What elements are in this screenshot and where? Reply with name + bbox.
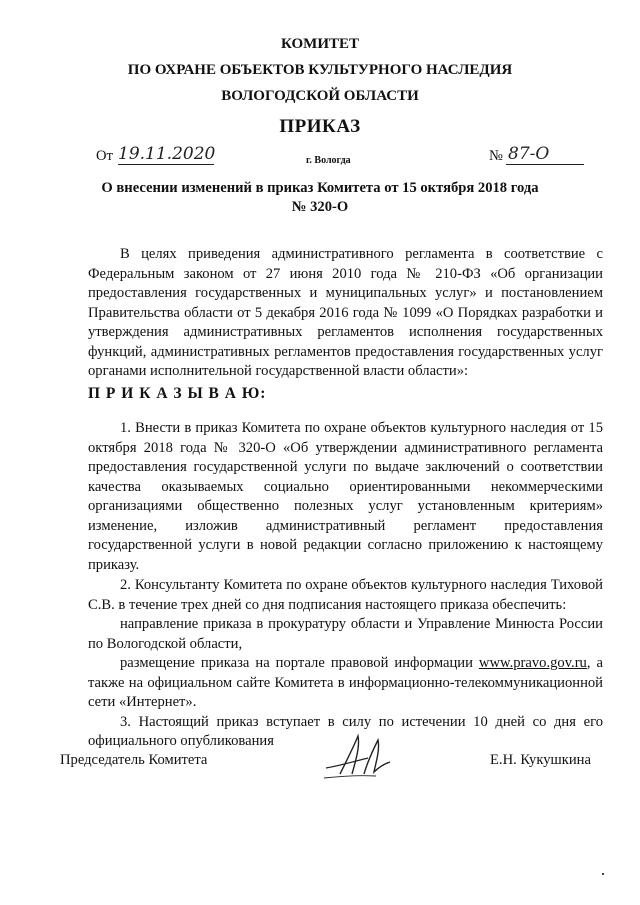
date-label: От (96, 148, 113, 164)
scan-dot (602, 873, 604, 875)
order-word: П Р И К А З Ы В А Ю: (88, 385, 267, 402)
number-label: № (489, 148, 503, 164)
pravo-link[interactable]: www.pravo.gov.ru (478, 655, 587, 671)
item-2: 2. Консультанту Комитета по охране объектов культурного наследия Тиховой С.В. в течение трех дней со дня подписания настоящего приказа обеспечить: (88, 577, 603, 613)
signature-scribble (318, 728, 398, 783)
document-type: ПРИКАЗ (279, 116, 361, 137)
date-underline (118, 164, 214, 165)
item-2b-text: размещение приказа на портале правовой информации (120, 655, 473, 671)
subject-line-1: О внесении изменений в приказ Комитета от 15 октября 2018 года (101, 180, 539, 196)
handwritten-date: 19.11.2020 (118, 144, 216, 164)
handwritten-number: 87-О (508, 144, 550, 164)
item-1: 1. Внести в приказ Комитета по охране объектов культурного наследия от 15 октября 2018 года № 320-О «Об утверждении административного регламента предоставления государственной услуги по выдаче заключений о соответствии качества оказываемых социально ориентированными некоммерческими организациями общественно полезных услуг установленным критериям» изменение, изложив административный регламент предоставления государственной услуги в новой редакции согласно приложению к настоящему приказу. (88, 420, 603, 573)
item-2a: направление приказа в прокуратуру области и Управление Минюста России по Вологодской области, (88, 616, 603, 652)
item-2b (88, 654, 603, 713)
item-3: 3. Настоящий приказ вступает в силу по истечении 10 дней со дня его официального опубликования (88, 713, 603, 749)
signatory-position: Председатель Комитета (60, 752, 208, 768)
number-underline (506, 164, 584, 165)
preamble: В целях приведения административного регламента в соответствие с Федеральным законом от 27 июня 2010 года № 210-ФЗ «Об организации предоставления государственных и муниципальных услуг» и постановлением Правительства области от 5 декабря 2016 года № 1099 «О Порядках разработки и утверждения административных регламентов исполнения государственных функций, административных регламентов предоставления государственных услуг органами исполнительной государственной власти области»: (88, 246, 603, 379)
signatory-name: Е.Н. Кукушкина (490, 752, 591, 768)
subject-line-2: № 320-О (291, 199, 349, 215)
order-items (88, 419, 603, 752)
header-committee: КОМИТЕТ (280, 36, 359, 52)
item-2b-rest: , а также на официальном сайте Комитета в информационно-телекоммуникационной сети «Интернет». (88, 655, 603, 710)
header-region: ВОЛОГОДСКОЙ ОБЛАСТИ (221, 88, 419, 104)
header-committee-scope: ПО ОХРАНЕ ОБЪЕКТОВ КУЛЬТУРНОГО НАСЛЕДИЯ (127, 62, 513, 78)
city: г. Вологда (306, 155, 351, 166)
